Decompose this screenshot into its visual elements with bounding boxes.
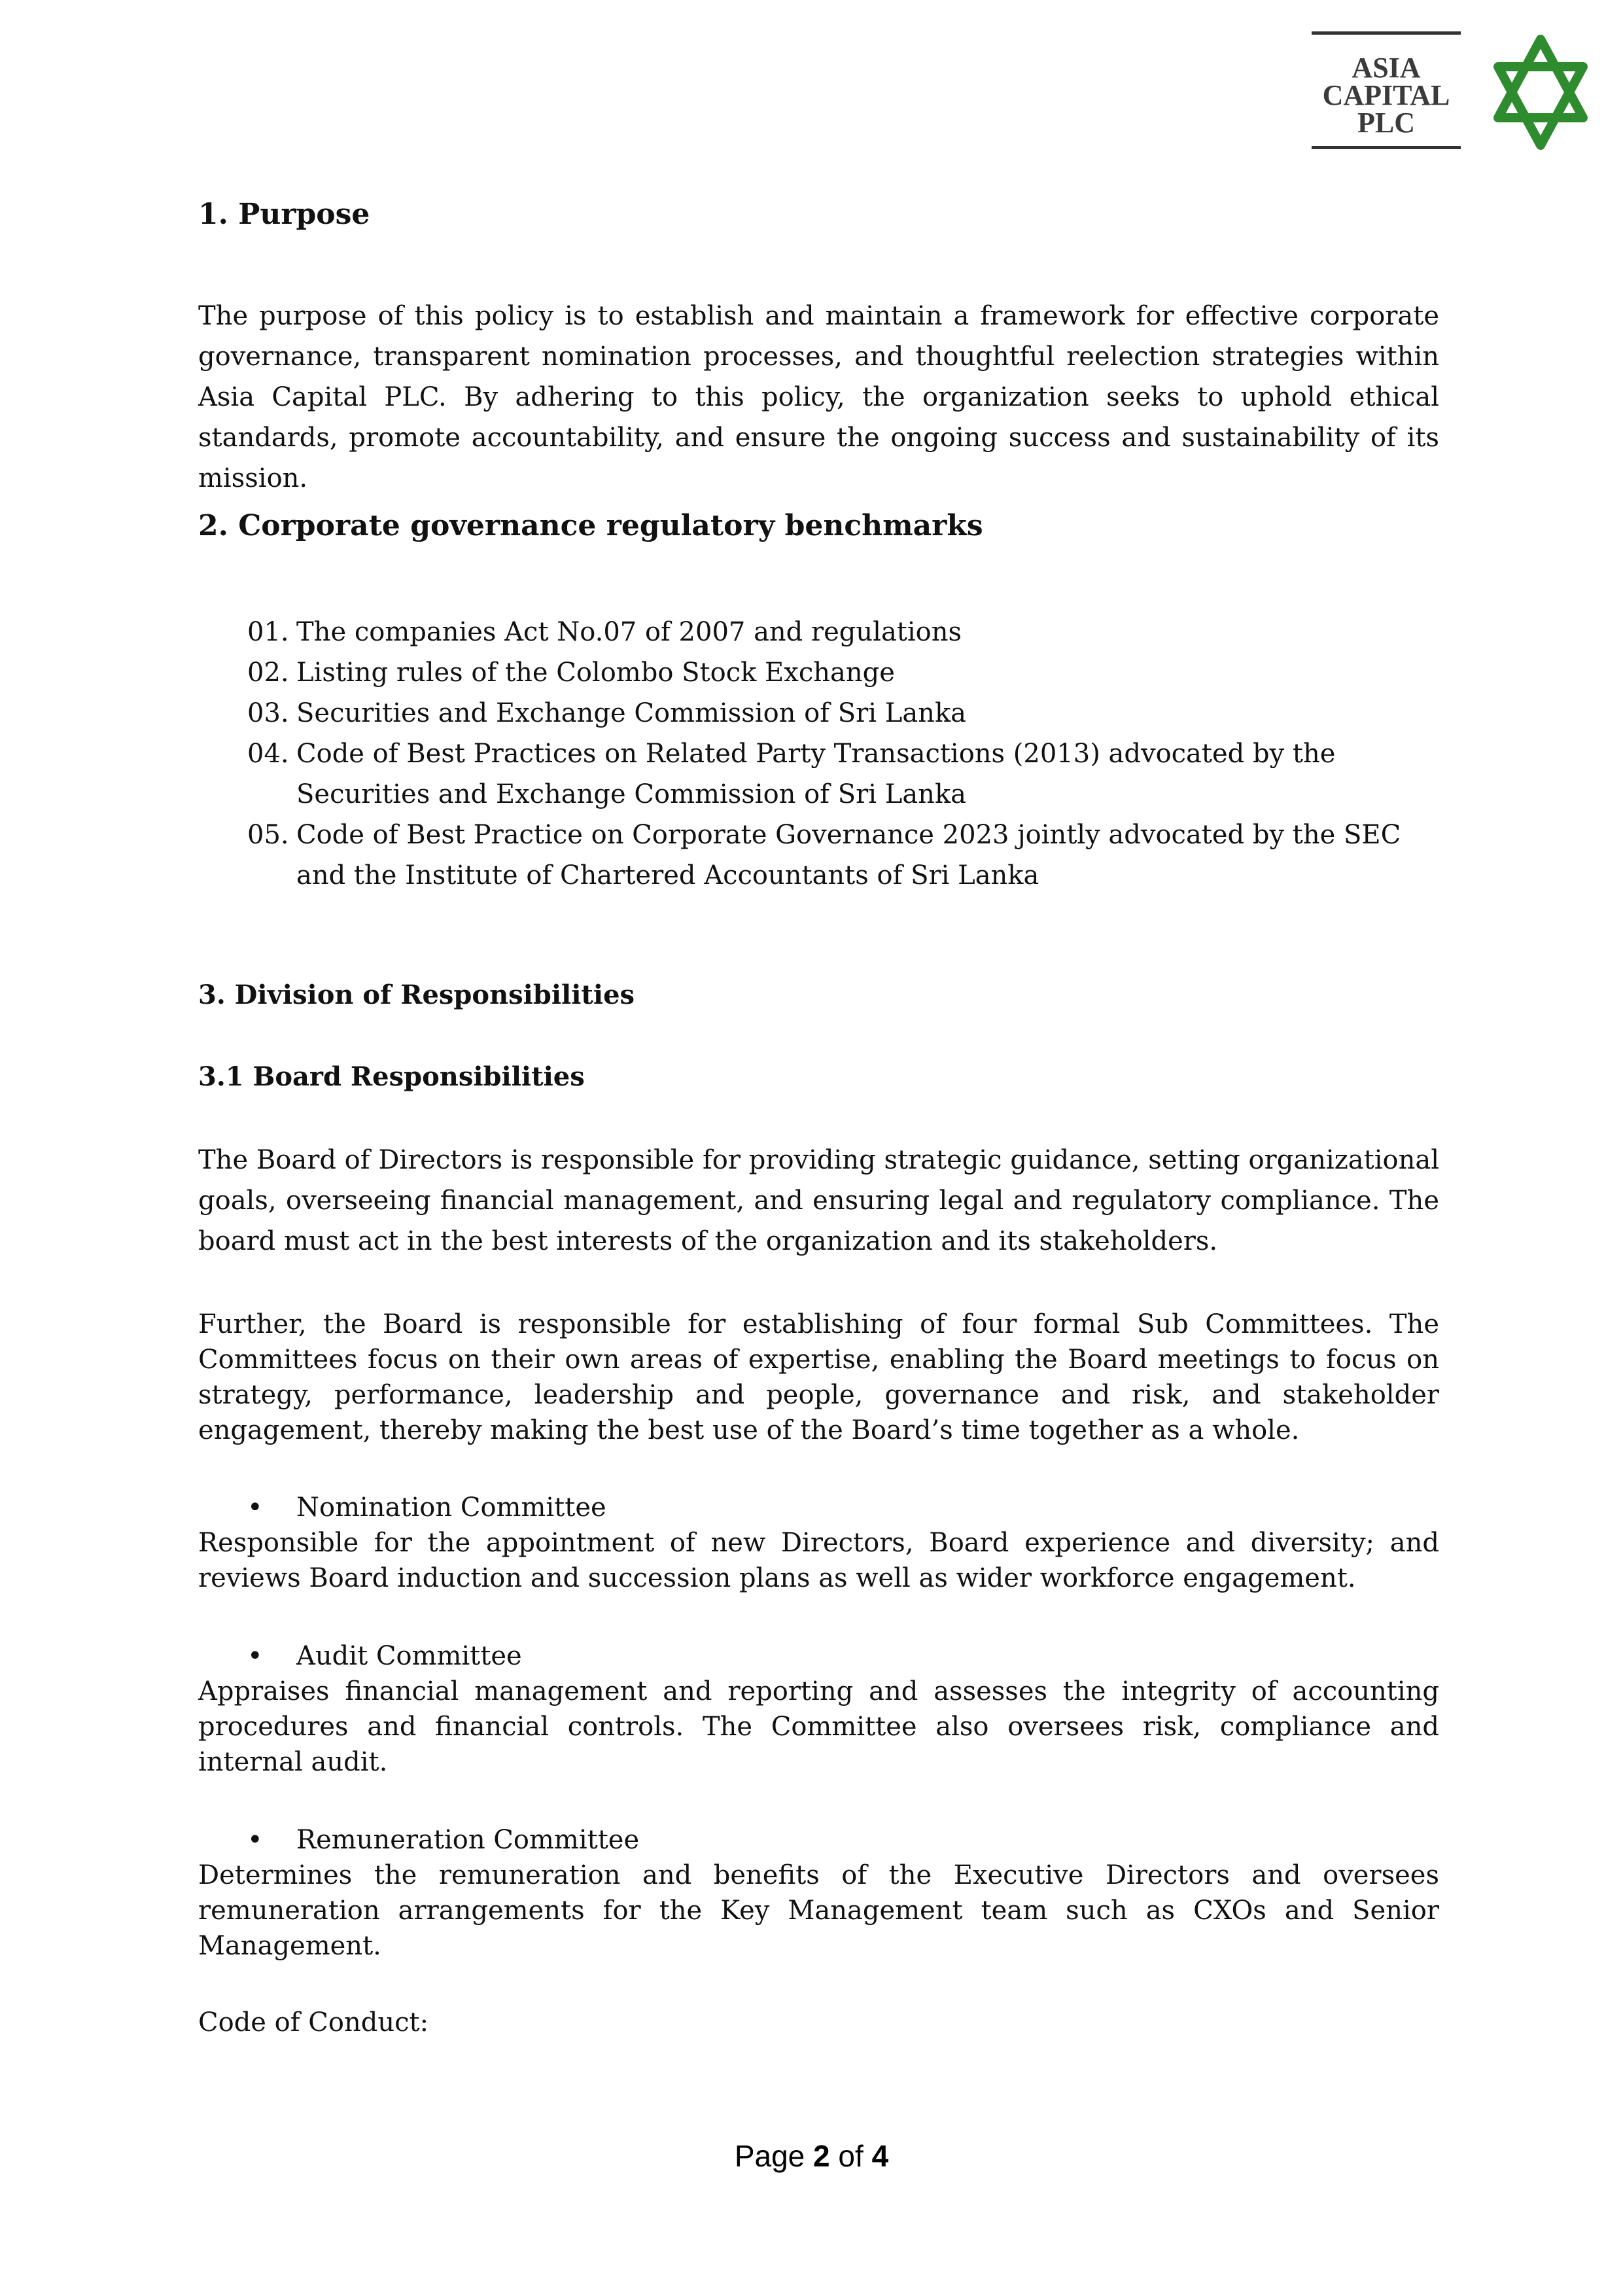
list-item-number: 02. <box>247 658 289 688</box>
section-heading-benchmarks: 2. Corporate governance regulatory benchmarks <box>198 509 983 542</box>
logo-line-1: ASIA <box>1352 52 1421 84</box>
list-item-text: The companies Act No.07 of 2007 and regulations <box>296 617 962 647</box>
committee-description: Appraises financial management and reporting and assesses the integrity of accounting procedures and financial controls. The Committee also oversees risk, compliance and internal audit. <box>198 1676 1439 1777</box>
company-logo <box>1312 26 1613 157</box>
committee-name: Remuneration Committee <box>296 1825 640 1855</box>
purpose-paragraph: The purpose of this policy is to establish and maintain a framework for effective corporate governance, transparent nomination processes, and thoughtful reelection strategies within Asia Capital PLC. By adhering to this policy, the organization seeks to uphold ethical standards, promote accountability, and ensure the ongoing success and sustainability of its mission. <box>198 301 1439 493</box>
bullet-icon: • <box>247 1492 263 1523</box>
committee-description: Responsible for the appointment of new Directors, Board experience and diversity; and reviews Board induction and succession plans as well as wider workforce engagement. <box>198 1528 1439 1593</box>
list-item <box>247 612 1439 652</box>
list-item <box>247 693 1439 733</box>
list-item <box>247 652 1439 693</box>
logo-line-2: CAPITAL <box>1322 79 1450 111</box>
list-item-text: Securities and Exchange Commission of Sri Lanka <box>296 698 967 728</box>
list-item <box>247 815 1439 896</box>
list-item-number: 01. <box>247 617 289 647</box>
list-item-number: 04. <box>247 739 289 769</box>
star-logo-icon <box>1485 34 1596 150</box>
list-item <box>247 733 1439 815</box>
current-page-number: 2 <box>813 2139 830 2173</box>
code-of-conduct-label: Code of Conduct: <box>198 2007 429 2038</box>
page-label: Page <box>734 2139 805 2173</box>
logo-line-3: PLC <box>1357 107 1415 139</box>
bullet-icon: • <box>247 1825 263 1855</box>
subsection-heading-board: 3.1 Board Responsibilities <box>198 1061 585 1092</box>
page-of-label: of <box>838 2139 864 2173</box>
list-item-text: Code of Best Practice on Corporate Governance 2023 jointly advocated by the SEC and the Institute of Chartered Accountants of Sri Lanka <box>296 820 1401 891</box>
benchmarks-list <box>247 612 1439 896</box>
board-paragraph-2: Further, the Board is responsible for establishing of four formal Sub Committees. The Committees focus on their own areas of expertise, enabling the Board meetings to focus on strategy, performance, leadership and people, governance and risk, and stakeholder engagement, thereby making the best use of the Board’s time together as a whole. <box>198 1309 1439 1445</box>
list-item-number: 03. <box>247 698 289 728</box>
board-paragraph-1: The Board of Directors is responsible for providing strategic guidance, setting organizational goals, overseeing financial management, and ensuring legal and regulatory compliance. The board must act in the best interests of the organization and its stakeholders. <box>198 1145 1439 1256</box>
section-heading-purpose: 1. Purpose <box>198 198 370 231</box>
section-heading-division: 3. Division of Responsibilities <box>198 980 635 1010</box>
list-item-text: Code of Best Practices on Related Party Transactions (2013) advocated by the Securities and Exchange Commission of Sri Lanka <box>296 739 1336 809</box>
committee-description: Determines the remuneration and benefits of the Executive Directors and oversees remuneration arrangements for the Key Management team such as CXOs and Senior Management. <box>198 1860 1439 1961</box>
bullet-icon: • <box>247 1641 263 1671</box>
list-item-text: Listing rules of the Colombo Stock Exchange <box>296 658 895 688</box>
total-page-count: 4 <box>871 2139 889 2173</box>
page-footer <box>0 2138 1623 2174</box>
committee-name: Nomination Committee <box>296 1492 606 1523</box>
logo-wordmark <box>1312 31 1461 149</box>
list-item-number: 05. <box>247 820 289 850</box>
committee-name: Audit Committee <box>296 1641 522 1671</box>
